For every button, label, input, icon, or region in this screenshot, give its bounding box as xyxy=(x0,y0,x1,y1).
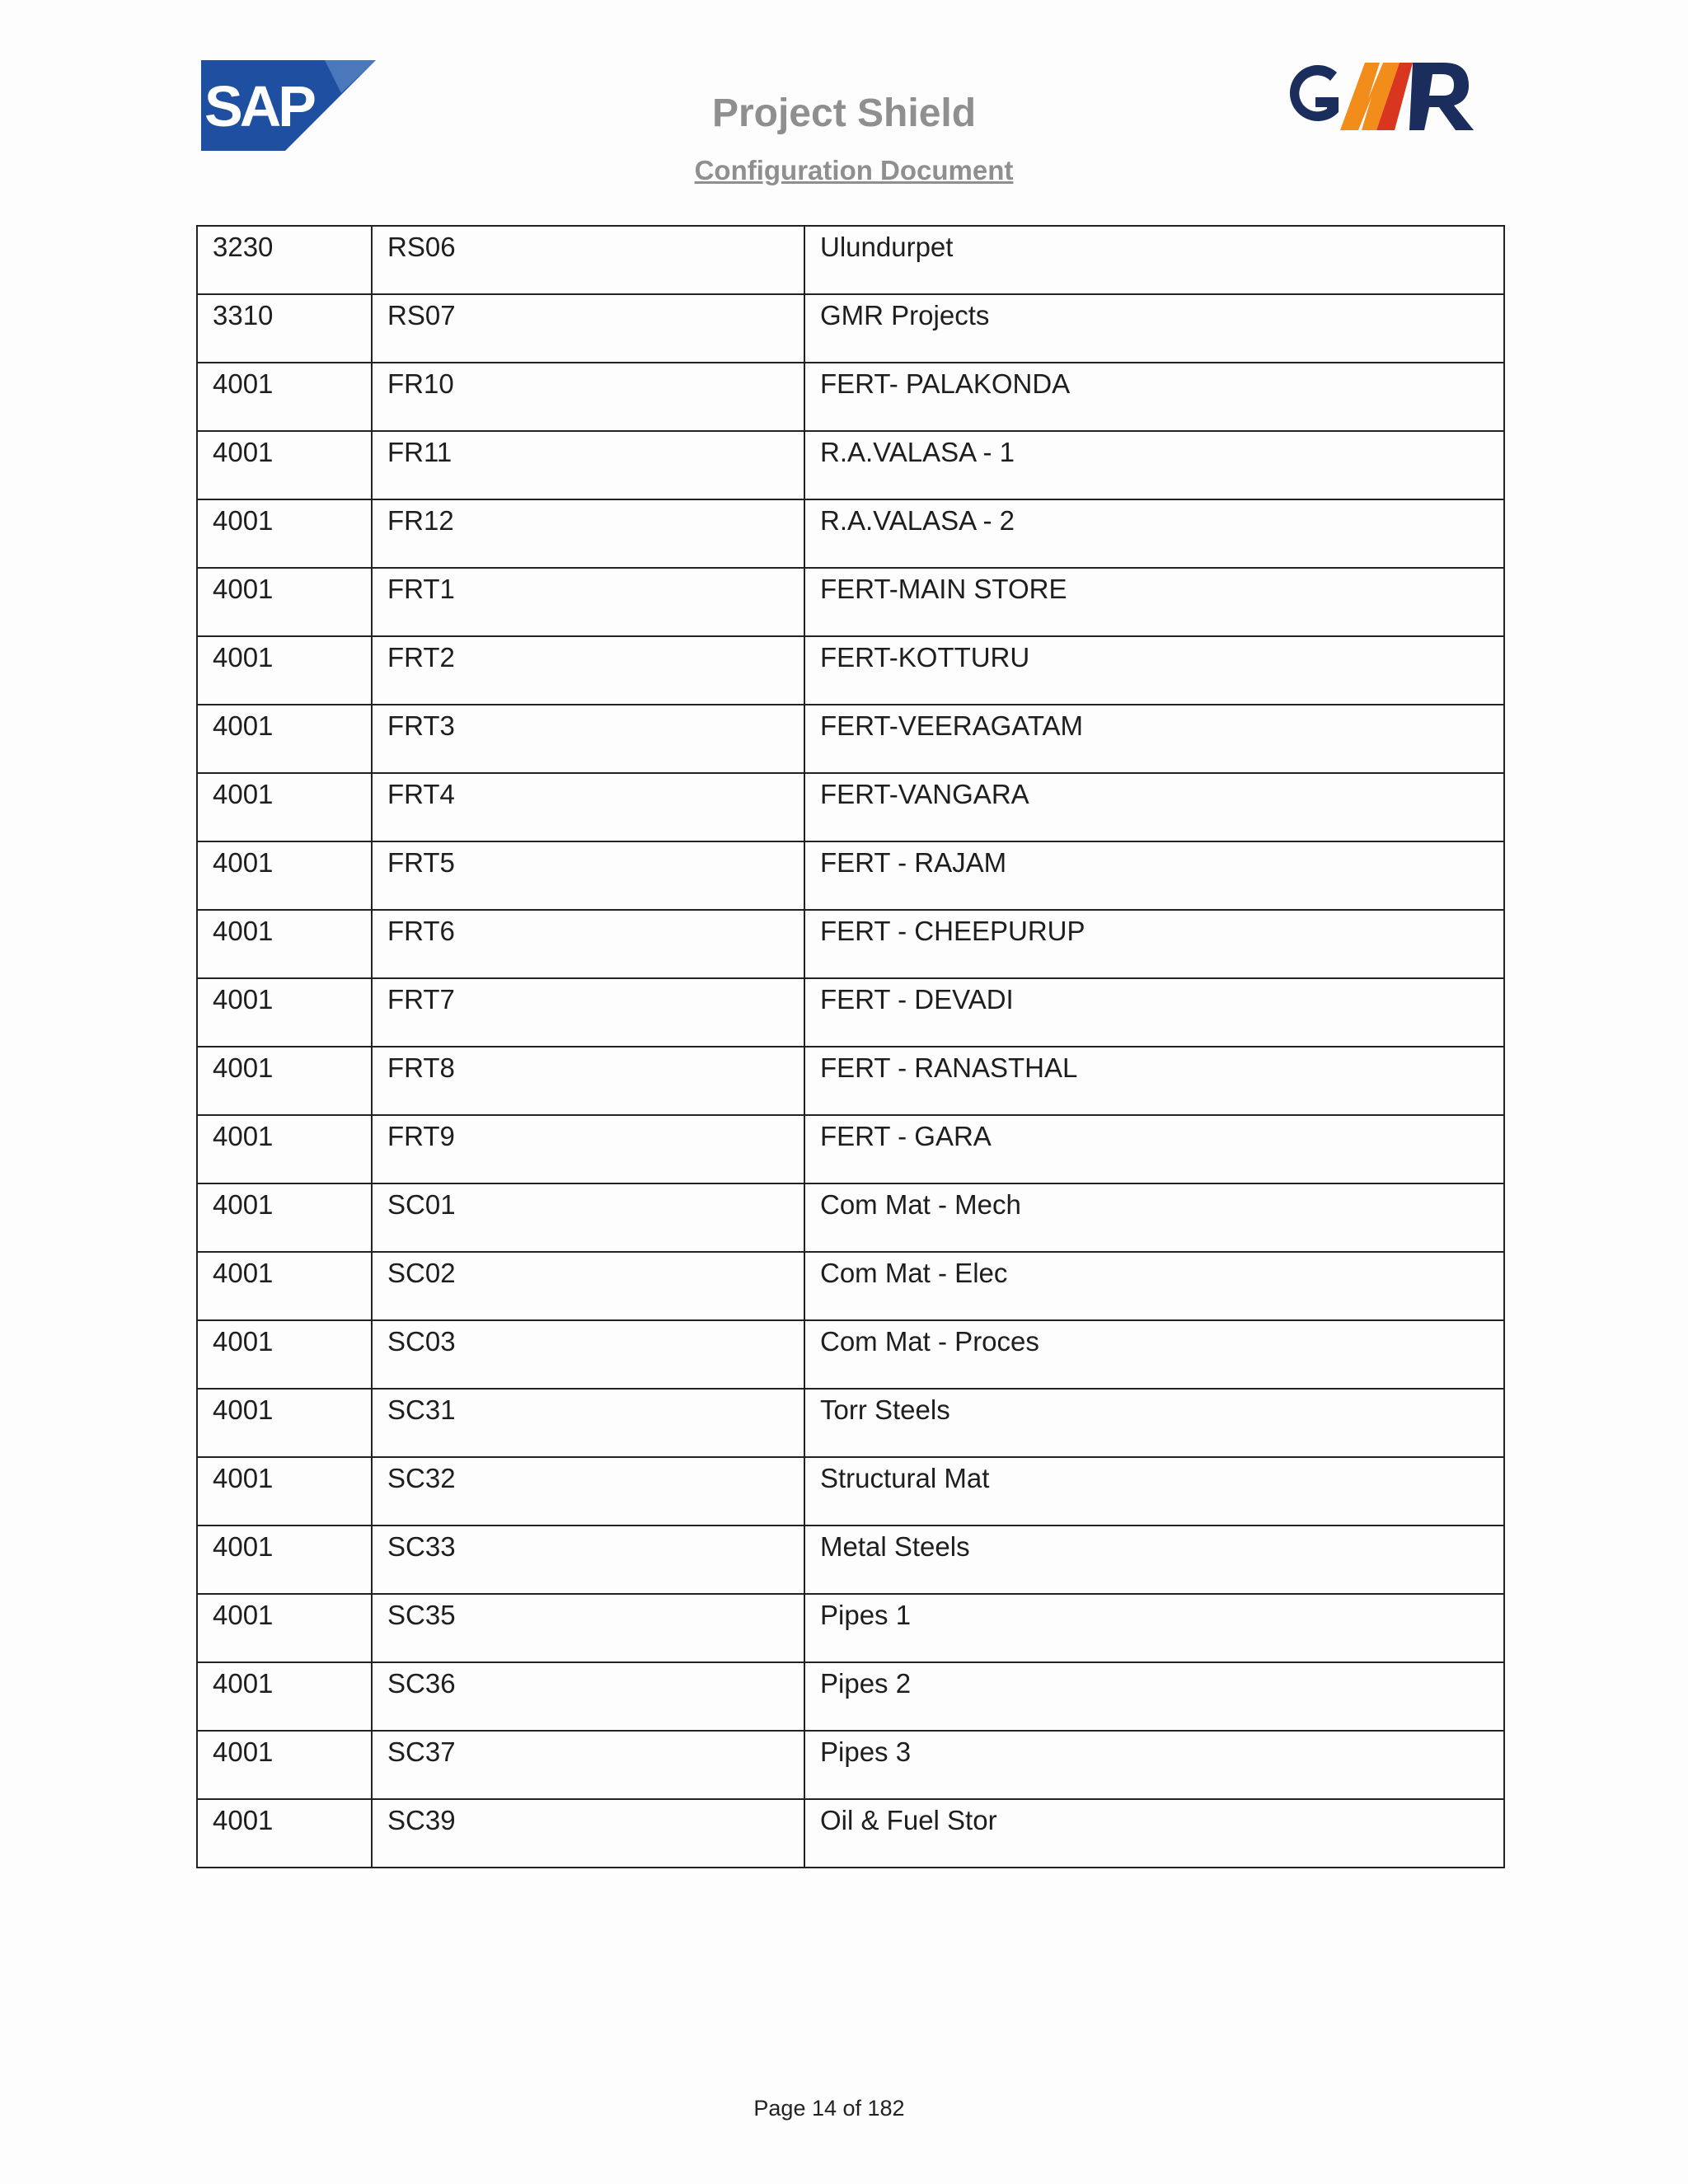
table-cell: FR10 xyxy=(372,363,804,431)
table-cell: GMR Projects xyxy=(804,294,1504,363)
table-cell: FERT - DEVADI xyxy=(804,978,1504,1047)
table-row xyxy=(197,226,1504,294)
table-cell: Com Mat - Mech xyxy=(804,1183,1504,1252)
table-row xyxy=(197,1183,1504,1252)
table-cell: SC33 xyxy=(372,1526,804,1594)
table-cell: Com Mat - Elec xyxy=(804,1252,1504,1320)
table-cell: FRT6 xyxy=(372,910,804,978)
table-cell: Structural Mat xyxy=(804,1457,1504,1526)
table-cell: 3310 xyxy=(197,294,372,363)
table-cell: Oil & Fuel Stor xyxy=(804,1799,1504,1868)
table-cell: 4001 xyxy=(197,1457,372,1526)
table-cell: 4001 xyxy=(197,363,372,431)
table-cell: RS07 xyxy=(372,294,804,363)
table-cell: 4001 xyxy=(197,1799,372,1868)
table-cell: R.A.VALASA - 2 xyxy=(804,499,1504,568)
table-row xyxy=(197,1594,1504,1662)
table-cell: 3230 xyxy=(197,226,372,294)
table-cell: Pipes 3 xyxy=(804,1731,1504,1799)
table-row xyxy=(197,499,1504,568)
table-row xyxy=(197,1457,1504,1526)
table-cell: 4001 xyxy=(197,1047,372,1115)
table-row xyxy=(197,431,1504,499)
table-cell: 4001 xyxy=(197,1115,372,1183)
table-row xyxy=(197,1252,1504,1320)
table-cell: FRT4 xyxy=(372,773,804,841)
table-cell: SC39 xyxy=(372,1799,804,1868)
table-cell: Metal Steels xyxy=(804,1526,1504,1594)
table-cell: SC01 xyxy=(372,1183,804,1252)
table-cell: FRT9 xyxy=(372,1115,804,1183)
configuration-table xyxy=(196,225,1505,1868)
table-cell: Torr Steels xyxy=(804,1389,1504,1457)
table-cell: 4001 xyxy=(197,1662,372,1731)
table-row xyxy=(197,978,1504,1047)
table-row xyxy=(197,1320,1504,1389)
table-cell: SC02 xyxy=(372,1252,804,1320)
table-cell: SC31 xyxy=(372,1389,804,1457)
table-cell: SC36 xyxy=(372,1662,804,1731)
table-cell: FERT-VEERAGATAM xyxy=(804,705,1504,773)
table-cell: FERT - CHEEPURUP xyxy=(804,910,1504,978)
table-row xyxy=(197,1115,1504,1183)
table-cell: FRT7 xyxy=(372,978,804,1047)
table-cell: SC35 xyxy=(372,1594,804,1662)
table-row xyxy=(197,773,1504,841)
table-row xyxy=(197,1731,1504,1799)
document-subtitle: Configuration Document xyxy=(694,155,1014,185)
table-cell: FRT8 xyxy=(372,1047,804,1115)
table-cell: Pipes 1 xyxy=(804,1594,1504,1662)
table-cell: 4001 xyxy=(197,1252,372,1320)
table-cell: 4001 xyxy=(197,1731,372,1799)
table-cell: 4001 xyxy=(197,978,372,1047)
table-cell: FR12 xyxy=(372,499,804,568)
table-cell: Com Mat - Proces xyxy=(804,1320,1504,1389)
table-row xyxy=(197,636,1504,705)
table-row xyxy=(197,1389,1504,1457)
table-cell: FRT3 xyxy=(372,705,804,773)
table-cell: SC37 xyxy=(372,1731,804,1799)
table-cell: FRT5 xyxy=(372,841,804,910)
table-cell: 4001 xyxy=(197,773,372,841)
table-row xyxy=(197,705,1504,773)
table-cell: 4001 xyxy=(197,568,372,636)
table-row xyxy=(197,1662,1504,1731)
table-row xyxy=(197,841,1504,910)
table-cell: FERT - GARA xyxy=(804,1115,1504,1183)
table-cell: R.A.VALASA - 1 xyxy=(804,431,1504,499)
page-title: Project Shield xyxy=(711,91,977,135)
page-number: Page 14 of 182 xyxy=(753,2096,905,2121)
table-row xyxy=(197,568,1504,636)
table-cell: 4001 xyxy=(197,910,372,978)
table-cell: 4001 xyxy=(197,1389,372,1457)
table-cell: FRT1 xyxy=(372,568,804,636)
table-cell: 4001 xyxy=(197,1183,372,1252)
table-row xyxy=(197,294,1504,363)
table-cell: 4001 xyxy=(197,636,372,705)
table-cell: 4001 xyxy=(197,705,372,773)
table-cell: FERT - RAJAM xyxy=(804,841,1504,910)
table-cell: FERT-KOTTURU xyxy=(804,636,1504,705)
table-cell: FERT-VANGARA xyxy=(804,773,1504,841)
table-cell: FRT2 xyxy=(372,636,804,705)
table-row xyxy=(197,363,1504,431)
table-row xyxy=(197,1799,1504,1868)
table-cell: 4001 xyxy=(197,1594,372,1662)
table-cell: Ulundurpet xyxy=(804,226,1504,294)
table-cell: 4001 xyxy=(197,1320,372,1389)
sap-logo-text: SAP xyxy=(204,74,313,138)
table-cell: 4001 xyxy=(197,499,372,568)
table-cell: FERT - RANASTHAL xyxy=(804,1047,1504,1115)
table-cell: 4001 xyxy=(197,841,372,910)
table-cell: FR11 xyxy=(372,431,804,499)
table-row xyxy=(197,1047,1504,1115)
table-cell: 4001 xyxy=(197,431,372,499)
table-row xyxy=(197,1526,1504,1594)
table-cell: Pipes 2 xyxy=(804,1662,1504,1731)
table-row xyxy=(197,910,1504,978)
table-cell: RS06 xyxy=(372,226,804,294)
table-cell: SC03 xyxy=(372,1320,804,1389)
table-cell: FERT- PALAKONDA xyxy=(804,363,1504,431)
table-cell: SC32 xyxy=(372,1457,804,1526)
table-cell: 4001 xyxy=(197,1526,372,1594)
table-cell: FERT-MAIN STORE xyxy=(804,568,1504,636)
